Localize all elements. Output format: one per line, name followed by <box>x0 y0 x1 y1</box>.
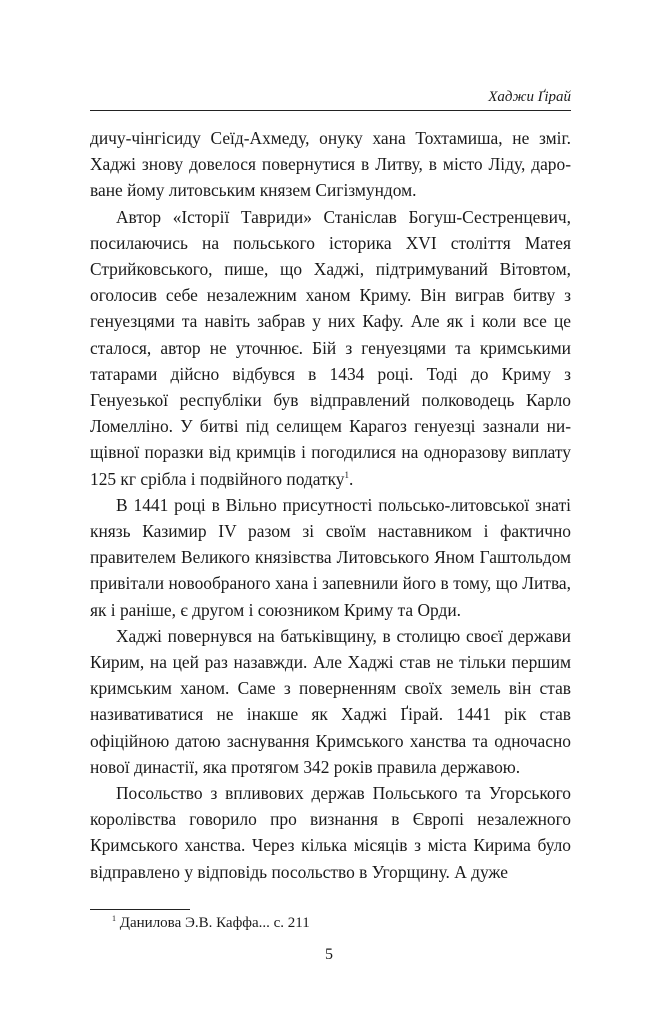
footnote-reference[interactable]: 1 <box>344 469 350 480</box>
paragraph-2 <box>90 204 571 492</box>
paragraph-2-text: Автор «Історії Тавриди» Станіслав Богуш-Сестренцевич, посилаючись на польського історика XVI століття Матея Стрийковського, пише, що Хаджі, підтримуваний Вітовтом, оголосив себе незалежним ханом Криму. Він виграв битву з генуезцями та навіть забрав у них Кафу. Але як і коли все це сталося, автор не уточнює. Бій з генуезцями та кримськими татарами дійсно відбувся в 1434 році. Тоді до Криму з Генуезької республіки був відправлений полководець Карло Ломелліно. У битві під селищем Карагоз генуезці зазнали нищівної поразки від кримців і погодилися на одноразову виплату 125 кг срібла і подвійного податку <box>90 206 571 489</box>
body-text <box>90 125 571 885</box>
footnote-marker: 1 <box>112 914 116 923</box>
running-header <box>90 88 571 111</box>
paragraph-3: В 1441 році в Вільно присутності польсько-литовської знаті князь Казимир IV разом зі своїм наставником і фактично правителем Великого князівства Литовського Яном Гаштольдом привітали новообраного хана і запевнили його в тому, що Литва, як і раніше, є другом і союзником Криму та Орди. <box>90 494 571 620</box>
footnote-text: Данилова Э.В. Каффа... с. 211 <box>116 915 310 931</box>
footnote-divider <box>90 909 190 910</box>
paragraph-5: Посольство з впливових держав Польського та Угорського королівства говорило про визнання в Європі незалежного Кримського ханства. Через кілька місяців з міста Кирима було відправлено у відповідь посольство в Угорщину. А дуже <box>90 783 571 882</box>
page-number: 5 <box>325 946 333 963</box>
running-title: Хаджи Ґірай <box>488 89 571 105</box>
paragraph-4: Хаджі повернувся на батьківщину, в столицю своєї держави Кирим, на цей раз назавжди. Але Хаджі став не тільки першим кримським ханом. Саме з поверненням своїх земель він став називативатися не інакше як Хаджі Ґірай. 1441 рік став офіційною датою заснування Кримського ханства та одночасно нової династії, яка протягом 342 років правила державою. <box>90 625 571 777</box>
paragraph-1: дичу-чінгісиду Сеїд-Ахмеду, онуку хана Тохтамиша, не зміг. Хаджі знову довелося повернутися в Литву, в місто Ліду, дароване йому литовським князем Сигізмундом. <box>90 128 571 201</box>
footnote <box>112 914 310 932</box>
paragraph-2-end: . <box>349 468 354 489</box>
